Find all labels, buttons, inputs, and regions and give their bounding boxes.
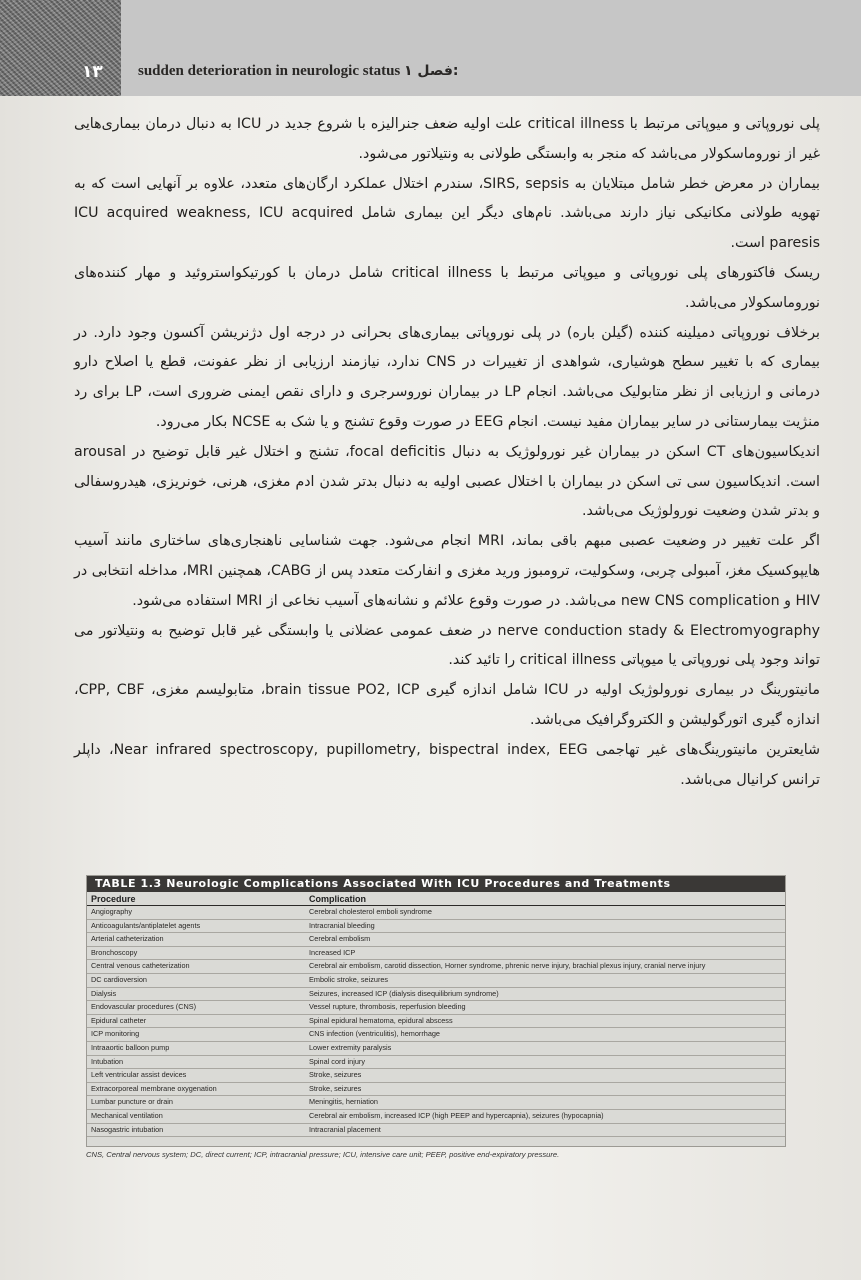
complication-cell: Meningitis, herniation [309, 1097, 378, 1107]
complication-cell: Spinal cord injury [309, 1056, 365, 1066]
table-row [87, 920, 785, 934]
column-header-procedure: Procedure [91, 894, 136, 904]
procedure-cell: ICP monitoring [91, 1029, 140, 1039]
complication-cell: Cerebral embolism [309, 934, 371, 944]
table-header-row [87, 892, 785, 906]
complication-cell: Cerebral air embolism, increased ICP (high PEEP and hypercapnia), seizures (hypocapnia) [309, 1110, 604, 1120]
complication-cell: Cerebral air embolism, carotid dissection, Horner syndrome, phrenic nerve injury, brachial plexus injury, cranial nerve injury [309, 961, 706, 971]
table-row [87, 1096, 785, 1110]
chapter-title [138, 63, 459, 80]
complication-cell: Cerebral cholesterol emboli syndrome [309, 907, 432, 916]
complication-cell: Stroke, seizures [309, 1070, 362, 1080]
table-row [87, 960, 785, 974]
page-header [0, 0, 861, 96]
paragraph: ریسک فاکتورهای پلی نوروپاتی و میوپاتی مرتبط با critical illness شامل درمان با کورتیکواستروئید و مهار کننده‌های نوروماسکولار می‌باشد. [74, 264, 820, 311]
table-row [87, 1069, 785, 1083]
table-row [87, 947, 785, 961]
table-row [87, 1001, 785, 1015]
body-text [74, 110, 820, 795]
complication-cell: Embolic stroke, seizures [309, 974, 389, 984]
complication-cell: Spinal epidural hematoma, epidural abscess [309, 1015, 453, 1025]
procedure-cell: Epidural catheter [91, 1015, 147, 1025]
table-row [87, 1056, 785, 1070]
table-row [87, 974, 785, 988]
paragraph: برخلاف نوروپاتی دمیلینه کننده (گیلن باره) در پلی نوروپاتی بیماری‌های بحرانی در درجه اول دژنریشن آکسون وجود دارد. در بیماری که با تغییر سطح هوشیاری، شواهدی از تغییرات در CNS ندارد، نیازمند ارزیابی از نظر عفونت، قطع یا اصلاح دارو درمانی و ارزیابی از نظر متابولیک می‌باشد. انجام LP در بیماران نوروسرجری و دارای نقص ایمنی ضروری است، LP برای رد منژیت بیمارستانی در سایر بیماران مفید نیست. انجام EEG در صورت وقوع تشنج و یا شک به NCSE بکار می‌رود. [74, 324, 820, 430]
procedure-cell: Intraaortic balloon pump [91, 1042, 170, 1052]
complication-cell: Vessel rupture, thrombosis, reperfusion bleeding [309, 1002, 466, 1012]
paragraph: پلی نوروپاتی و میوپاتی مرتبط با critical illness علت اولیه ضعف جنرالیزه با شروع جدید در ICU به دنبال درمان بیماری‌هایی غیر از نوروماسکولار می‌باشد که منجر به وابستگی طولانی به ونتیلاتور می‌شود. [74, 116, 820, 162]
table-row [87, 906, 785, 920]
procedure-cell: Intubation [91, 1056, 124, 1066]
complication-cell: Stroke, seizures [309, 1083, 362, 1093]
page-number: ۱۳ [82, 62, 103, 82]
complication-cell: Increased ICP [309, 947, 356, 957]
procedure-cell: Arterial catheterization [91, 934, 164, 944]
procedure-cell: Anticoagulants/antiplatelet agents [91, 920, 201, 930]
table-row [87, 933, 785, 947]
table-row [87, 1042, 785, 1056]
procedure-cell: Lumbar puncture or drain [91, 1097, 173, 1107]
procedure-cell: DC cardioversion [91, 974, 147, 984]
paragraph: اگر علت تغییر در وضعیت عصبی مبهم باقی بماند، MRI انجام می‌شود. جهت شناسایی ناهنجاری‌های ساختاری مانند آسیب هایپوکسیک مغز، آمبولی چربی، وسکولیت، ترومبوز ورید مغزی و انفارکت متعدد پس از CABG، همچنین MRI، مداخله انتخابی در HIV و new CNS complication می‌باشد. در صورت وقوع علائم و نشانه‌های آسیب نخاعی از MRI استفاده می‌شود. [74, 533, 821, 609]
table-row [87, 1124, 785, 1138]
procedure-cell: Central venous catheterization [91, 961, 190, 971]
table-row [87, 1028, 785, 1042]
column-header-complication: Complication [309, 894, 367, 904]
procedure-cell: Endovascular procedures (CNS) [91, 1002, 197, 1012]
table-row [87, 1083, 785, 1097]
table-title: TABLE 1.3 Neurologic Complications Associated With ICU Procedures and Treatments [87, 876, 785, 892]
paragraph: مانیتورینگ در بیماری نورولوژیک اولیه در ICU شامل اندازه گیری brain tissue PO2, ICP، متابولیسم مغزی، CPP, CBF، اندازه گیری اتورگولیشن و الکتروگرافیک می‌باشد. [74, 682, 820, 728]
complication-cell: Seizures, increased ICP (dialysis disequilibrium syndrome) [309, 988, 499, 998]
paragraph: اندیکاسیون‌های CT اسکن در بیماران غیر نورولوژیک به دنبال focal deficitis، تشنج و اختلال غیر قابل توضیح در arousal است. اندیکاسیون سی تی اسکن در بیماران با اختلال عصبی اولیه به دنبال بدتر شدن ادم مغزی، هرنی، خونریزی، هیدروسفالی و بدتر شدن وضعیت نورولوژیک می‌باشد. [74, 443, 820, 520]
procedure-cell: Dialysis [91, 988, 117, 998]
procedure-cell: Extracorporeal membrane oxygenation [91, 1083, 217, 1093]
table-row [87, 988, 785, 1002]
table-footnote: CNS, Central nervous system; DC, direct current; ICP, intracranial pressure; ICU, intensive care unit; PEEP, positive end-expiratory pressure. [86, 1150, 560, 1159]
complication-cell: Intracranial bleeding [309, 920, 375, 930]
chapter-title-fa: فصل ۱: [404, 63, 459, 79]
table-row [87, 1110, 785, 1124]
procedure-cell: Angiography [91, 907, 132, 916]
procedure-cell: Nasogastric intubation [91, 1124, 164, 1134]
procedure-cell: Mechanical ventilation [91, 1110, 163, 1120]
complication-cell: Intracranial placement [309, 1124, 381, 1134]
table-body [87, 906, 785, 1137]
paragraph: nerve conduction stady & Electromyography در ضعف عمومی عضلانی یا وابستگی غیر قابل توضیح به ونتیلاتور می تواند وجود پلی نوروپاتی یا میوپاتی critical illness را تائید کند. [74, 622, 820, 669]
chapter-title-en: sudden deterioration in neurologic status [138, 63, 401, 79]
complication-cell: CNS infection (ventriculitis), hemorrhage [309, 1029, 440, 1039]
table-row [87, 1015, 785, 1029]
complication-cell: Lower extremity paralysis [309, 1042, 392, 1052]
complications-table [86, 875, 786, 1147]
paragraph: شایعترین مانیتورینگ‌های غیر تهاجمی Near infrared spectroscopy, pupillometry, bispectral index, EEG، داپلر ترانس کرانیال می‌باشد. [74, 741, 820, 788]
paragraph: بیماران در معرض خطر شامل مبتلایان به SIRS, sepsis، سندرم اختلال عملکرد ارگان‌های متعدد، علاوه بر آنهایی است که به تهویه طولانی مکانیکی نیاز دارند می‌باشد. نام‌های دیگر این بیماری شامل ICU acquired weakness, ICU acquired paresis است. [74, 175, 820, 252]
procedure-cell: Bronchoscopy [91, 947, 138, 957]
procedure-cell: Left ventricular assist devices [91, 1070, 187, 1080]
